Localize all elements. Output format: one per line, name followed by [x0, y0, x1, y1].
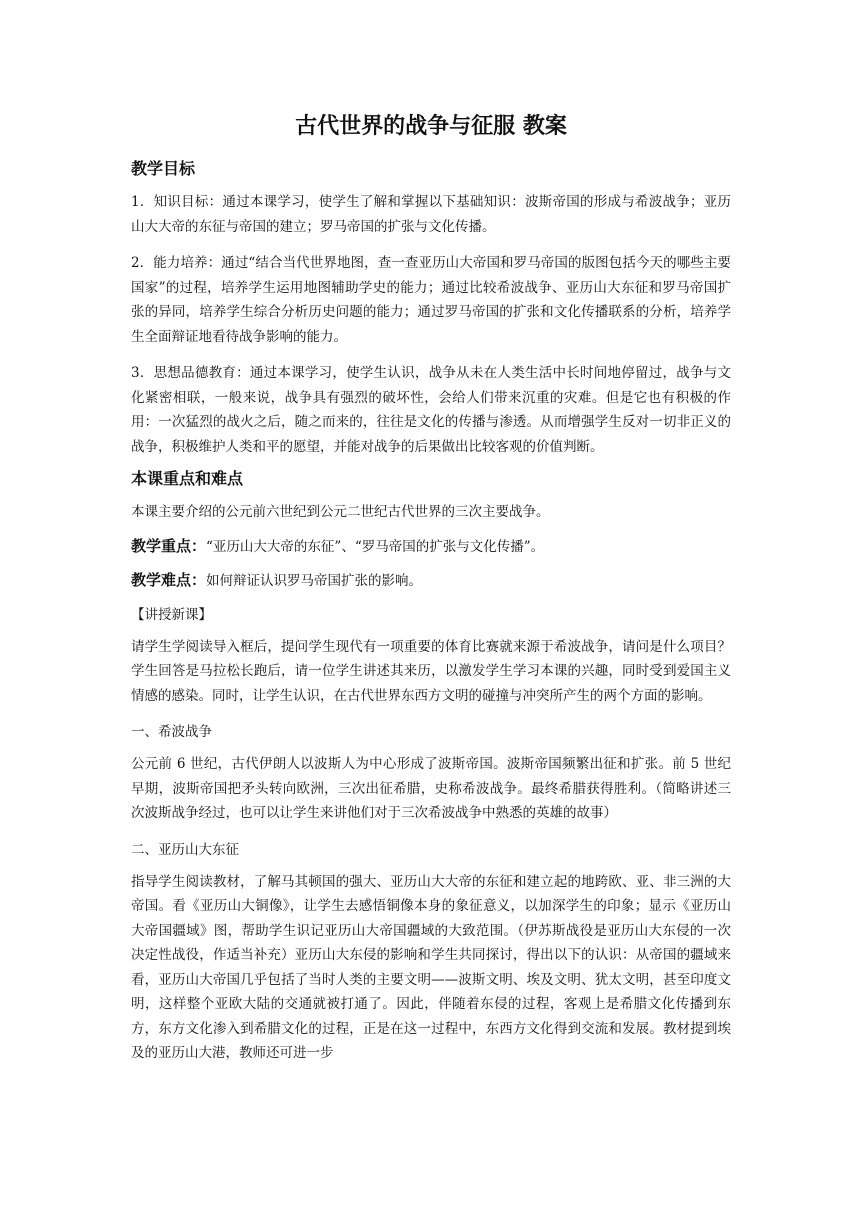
- part-heading-greco-persian: 一、希波战争: [131, 724, 212, 740]
- section-heading-key-points: 本课重点和难点: [131, 469, 244, 488]
- teaching-focus-text: “亚历山大大帝的东征”、“罗马帝国的扩张与文化传播”。: [206, 538, 545, 555]
- teaching-focus-label: 教学重点：: [131, 536, 207, 555]
- new-lesson-intro: 请学生学阅读导入框后，提问学生现代有一项重要的体育比赛就来源于希波战争，请问是什么项目？学生回答是马拉松长跑后，请一位学生讲述其来历，以激发学生学习本课的兴趣，同时受到爱国主义情感的感染。同时，让学生认识，在古代世界东西方文明的碰撞与冲突所产生的两个方面的影响。: [131, 638, 731, 704]
- teaching-difficulty-text: 如何辩证认识罗马帝国扩张的影响。: [206, 573, 423, 589]
- teaching-focus: [131, 534, 731, 560]
- objective-moral: 3．思想品德教育：通过本课学习，使学生认识，战争从未在人类生活中长时间地停留过，战争与文化紧密相联，一般来说，战争具有强烈的破坏性，会给人们带来沉重的灾难。但是它也有积极的作用：一次猛烈的战火之后，随之而来的，往往是文化的传播与渗透。从而增强学生反对一切非正义的战争，积极维护人类和平的愿望，并能对战争的后果做出比较客观的价值判断。: [131, 365, 731, 455]
- teaching-difficulty: [131, 568, 731, 594]
- document-page: [131, 110, 731, 1078]
- part-text-alexander: 指导学生阅读教材，了解马其顿国的强大、亚历山大大帝的东征和建立起的地跨欧、亚、非三洲的大帝国。看《亚历山大铜像》，让学生去感悟铜像本身的象征意义，以加深学生的印象；显示《亚历山大帝国疆域》图，帮助学生识记亚历山大帝国疆域的大致范围。（伊苏斯战役是亚历山大东侵的一次决定性战役，作适当补充）亚历山大东侵的影响和学生共同探讨，得出以下的认识：从帝国的疆域来看，亚历山大帝国几乎包括了当时人类的主要文明——波斯文明、埃及文明、犹太文明，甚至印度文明，这样整个亚欧大陆的交通就被打通了。因此，伴随着东侵的过程，客观上是希腊文化传播到东方，东方文化渗入到希腊文化的过程，正是在这一过程中，东西方文化得到交流和发展。教材提到埃及的亚历山大港，教师还可进一步: [131, 873, 731, 1061]
- part-heading-alexander: 二、亚历山大东征: [131, 841, 239, 858]
- teaching-difficulty-label: 教学难点：: [131, 571, 207, 589]
- document-title: 古代世界的战争与征服 教案: [295, 114, 567, 139]
- section-heading-objectives: 教学目标: [131, 159, 196, 178]
- key-points-intro: 本课主要介绍的公元前六世纪到公元二世纪古代世界的三次主要战争。: [131, 504, 550, 520]
- new-lesson-heading: 【讲授新课】: [131, 606, 212, 623]
- part-text-greco-persian: 公元前 6 世纪，古代伊朗人以波斯人为中心形成了波斯帝国。波斯帝国频繁出征和扩张。前 5 世纪早期，波斯帝国把矛头转向欧洲，三次出征希腊，史称希波战争。最终希腊获得胜利。（简略讲述三次波斯战争经过，也可以让学生来讲他们对于三次希波战争中熟悉的英雄的故事）: [131, 756, 731, 821]
- objective-ability: 2．能力培养：通过“结合当代世界地图，查一查亚历山大帝国和罗马帝国的版图包括今天的哪些主要国家”的过程，培养学生运用地图辅助学史的能力；通过比较希波战争、亚历山大东征和罗马帝国扩张的异同，培养学生综合分析历史问题的能力；通过罗马帝国的扩张和文化传播联系的分析，培养学生全面辩证地看待战争影响的能力。: [131, 255, 731, 345]
- objective-knowledge: 1．知识目标：通过本课学习，使学生了解和掌握以下基础知识：波斯帝国的形成与希波战争；亚历山大大帝的东征与帝国的建立；罗马帝国的扩张与文化传播。: [131, 194, 731, 235]
